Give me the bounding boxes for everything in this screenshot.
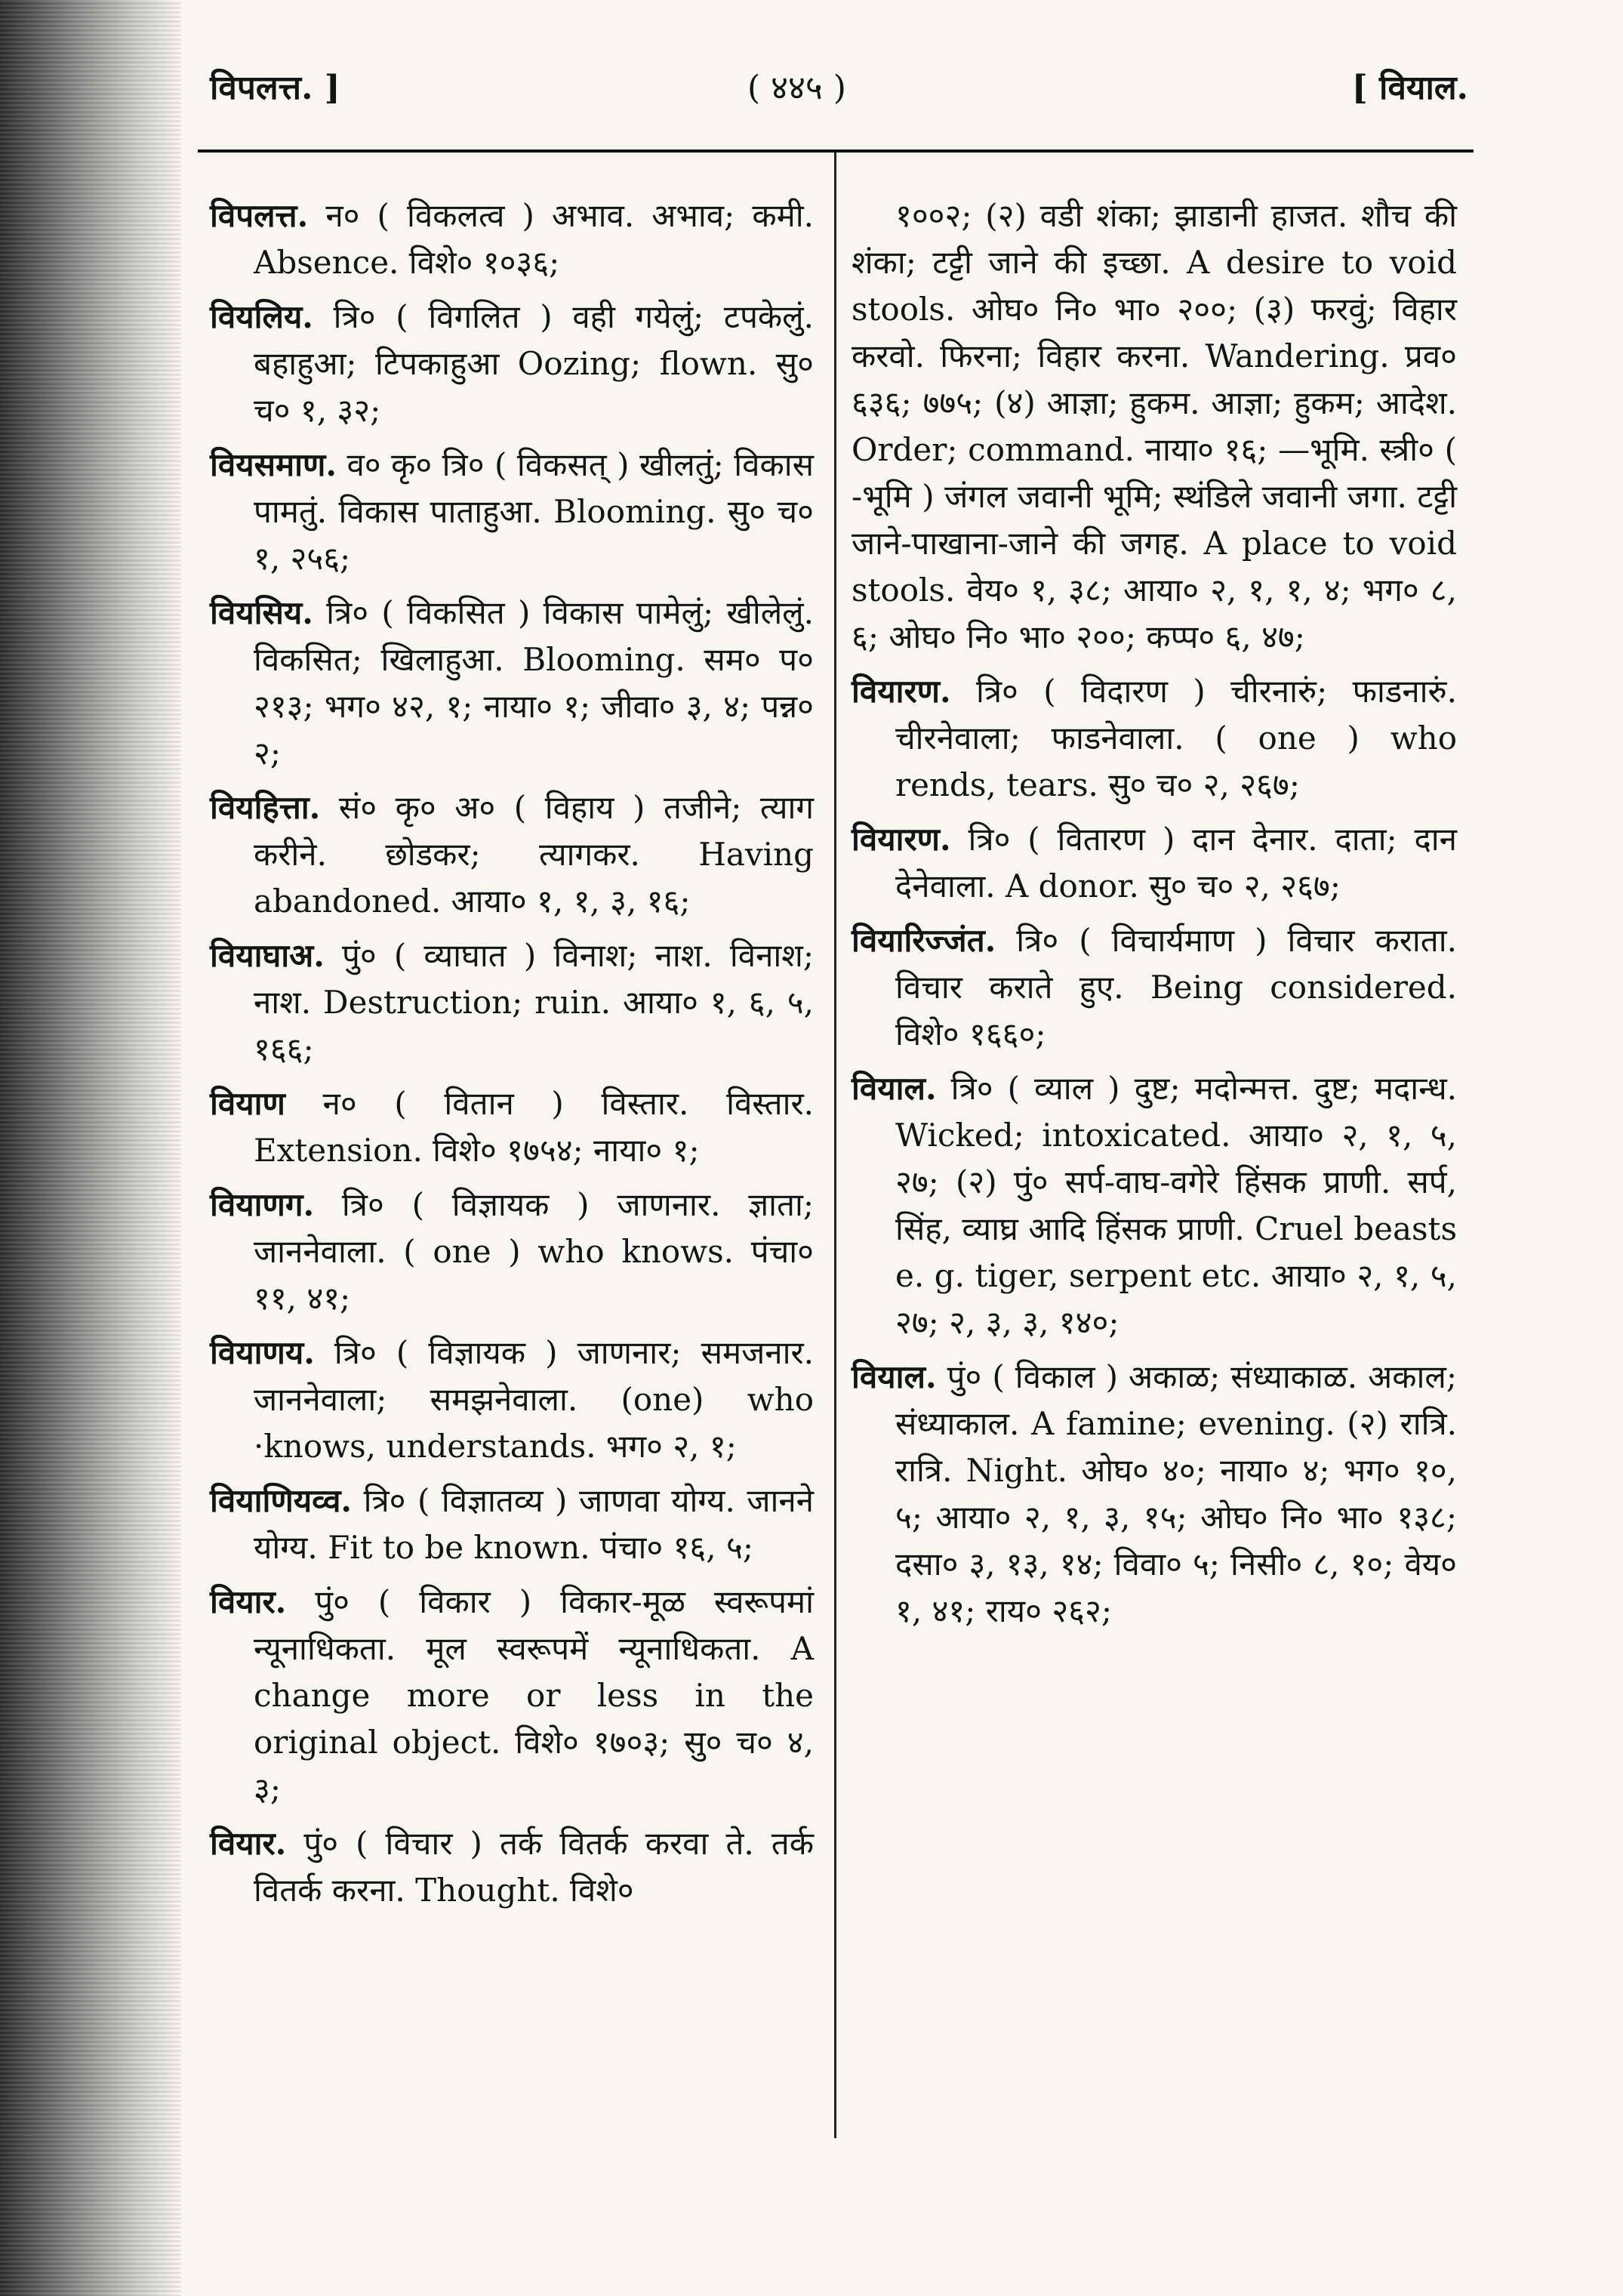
dictionary-entry — [210, 193, 814, 286]
right-column — [852, 193, 1457, 1642]
book-spine-shadow — [0, 0, 181, 2296]
dictionary-entry — [852, 193, 1457, 661]
dictionary-entry — [852, 917, 1457, 1058]
entry-headword: विपलत्त. — [210, 197, 309, 234]
entry-body: त्रि० ( विज्ञातव्य ) जाणवा योग्य. जानने योग्य. Fit to be known. पंचा० १६, ५; — [254, 1482, 814, 1566]
dictionary-entry — [210, 1478, 814, 1571]
entry-body: पुं० ( विकार ) विकार-मूळ स्वरूपमां न्यूनाधिकता. मूल स्वरूपमें न्यूनाधिकता. A change more or less in the original object. विशे० १७०३; सु० च० ४, ३; — [254, 1583, 814, 1808]
entry-headword: वियलिय. — [210, 298, 313, 335]
dictionary-entry — [852, 668, 1457, 809]
dictionary-entry — [210, 1579, 814, 1813]
entry-headword: वियारिज्जंत. — [852, 922, 996, 959]
entry-body: न० ( वितान ) विस्तार. विस्तार. Extension. विशे० १७५४; नाया० १; — [254, 1085, 814, 1169]
entry-headword: वियाणग. — [210, 1186, 315, 1223]
dictionary-entry — [210, 1330, 814, 1470]
entry-body: त्रि० ( विचार्यमाण ) विचार कराता. विचार कराते हुए. Being considered. विशे० १६६०; — [895, 922, 1457, 1052]
entry-headword: वियाण — [210, 1085, 285, 1122]
entry-headword: वियाल. — [852, 1358, 937, 1395]
dictionary-entry — [210, 1820, 814, 1914]
dictionary-entry — [210, 784, 814, 925]
entry-body: न० ( विकलत्व ) अभाव. अभाव; कमी. Absence. विशे० १०३६; — [254, 197, 814, 281]
dictionary-entry — [210, 1182, 814, 1322]
dictionary-entry — [210, 932, 814, 1073]
entry-body: पुं० ( विकाल ) अकाळ; संध्याकाळ. अकाल; संध्याकाल. A famine; evening. (२) रात्रि. रात्रि. Night. ओघ० ४०; नाया० ४; भग० १०, ५; आया० २, १, ३, १५; ओघ० नि० भा० १३८; दसा० ३, १३, १४; विवा० ५; निसी० ८, १०; वेय० १, ४१; राय० २६२; — [895, 1358, 1457, 1629]
entry-body: पुं० ( विचार ) तर्क वितर्क करवा ते. तर्क वितर्क करना. Thought. विशे० — [254, 1825, 814, 1909]
entry-headword: वियसमाण. — [210, 446, 337, 483]
entry-body: त्रि० ( विकसित ) विकास पामेलुं; खीलेलुं. विकसित; खिलाहुआ. Blooming. सम० प० २१३; भग० ४२, १; नाया० १; जीवा० ३, ४; पन्न० २; — [254, 594, 814, 772]
column-divider — [834, 153, 836, 2138]
entry-headword: वियार. — [210, 1583, 287, 1620]
entry-headword: वियारण. — [852, 821, 951, 858]
entry-headword: वियाघाअ. — [210, 937, 325, 974]
dictionary-entry — [210, 442, 814, 582]
running-head-left: विपलत्त. ] — [210, 69, 340, 107]
entry-body: १००२; (२) वडी शंका; झाडानी हाजत. शौच की शंका; टट्टी जाने की इच्छा. A desire to void stools. ओघ० नि० भा० २००; (३) फरवुं; विहार करवो. फिरना; विहार करना. Wandering. प्रव० ६३६; ७७५; (४) आज्ञा; हुकम. आज्ञा; हुकम; आदेश. Order; command. नाया० १६; —भूमि. स्त्री० ( -भूमि ) जंगल जवानी भूमि; स्थंडिले जवानी जगा. टट्टी जाने-पाखाना-जाने की जगह. A place to void stools. वेय० १, ३८; आया० २, १, १, ४; भग० ८, ६; ओघ० नि० भा० २००; कप्प० ६, ४७; — [852, 197, 1457, 655]
entry-body: त्रि० ( विगलित ) वही गयेलुं; टपकेलुं. बहाहुआ; टिपकाहुआ Oozing; flown. सु० च० १, ३२; — [254, 298, 815, 429]
running-head-right: [ वियाल. — [1351, 69, 1468, 107]
entry-body: त्रि० ( विज्ञायक ) जाणनार. ज्ञाता; जाननेवाला. ( one ) who knows. पंचा० ११, ४१; — [254, 1186, 814, 1317]
entry-body: त्रि० ( व्याल ) दुष्ट; मदोन्मत्त. दुष्ट; मदान्ध. Wicked; intoxicated. आया० २, १, ५, २७; (२) पुं० सर्प-वाघ-वगेरे हिंसक प्राणी. सर्प, सिंह, व्याघ्र आदि हिंसक प्राणी. Cruel beasts e. g. tiger, serpent etc. आया० २, १, ५, २७; २, ३, ३, १४०; — [895, 1070, 1457, 1341]
dictionary-entry — [210, 590, 814, 777]
entry-headword: वियहित्ता. — [210, 789, 321, 826]
entry-headword: वियारण. — [852, 673, 951, 710]
entry-body: त्रि० ( विदारण ) चीरनारुं; फाडनारुं. चीरनेवाला; फाडनेवाला. ( one ) who rends, tears. सु० च० २, २६७; — [895, 673, 1457, 803]
left-column — [210, 193, 814, 1922]
entry-body: व० कृ० त्रि० ( विकसत् ) खीलतुं; विकास पामतुं. विकास पाताहुआ. Blooming. सु० च० १, २५६; — [254, 446, 814, 577]
entry-body: पुं० ( व्याघात ) विनाश; नाश. विनाश; नाश. Destruction; ruin. आया० १, ६, ५, १६६; — [254, 937, 814, 1068]
dictionary-entry — [210, 1080, 814, 1174]
page-number: ( ४४५ ) — [747, 69, 846, 107]
entry-body: सं० कृ० अ० ( विहाय ) तजीने; त्याग करीने. छोडकर; त्यागकर. Having abandoned. आया० १, १, ३, १६; — [254, 789, 814, 920]
dictionary-entry — [852, 816, 1457, 910]
entry-headword: वियाणियव्व. — [210, 1482, 353, 1519]
entry-headword: वियसिय. — [210, 594, 313, 631]
entry-body: त्रि० ( विज्ञायक ) जाणनार; समजनार. जाननेवाला; समझनेवाला. (one) who ·knows, understands. भग० २, १; — [254, 1334, 814, 1465]
dictionary-entry — [852, 1354, 1457, 1635]
dictionary-entry — [852, 1065, 1457, 1346]
dictionary-entry — [210, 294, 814, 434]
entry-body: त्रि० ( वितारण ) दान देनार. दाता; दान देनेवाला. A donor. सु० च० २, २६७; — [895, 821, 1457, 905]
entry-headword: वियाणय. — [210, 1334, 315, 1371]
entry-headword: वियार. — [210, 1825, 287, 1862]
entry-headword: वियाल. — [852, 1070, 937, 1107]
